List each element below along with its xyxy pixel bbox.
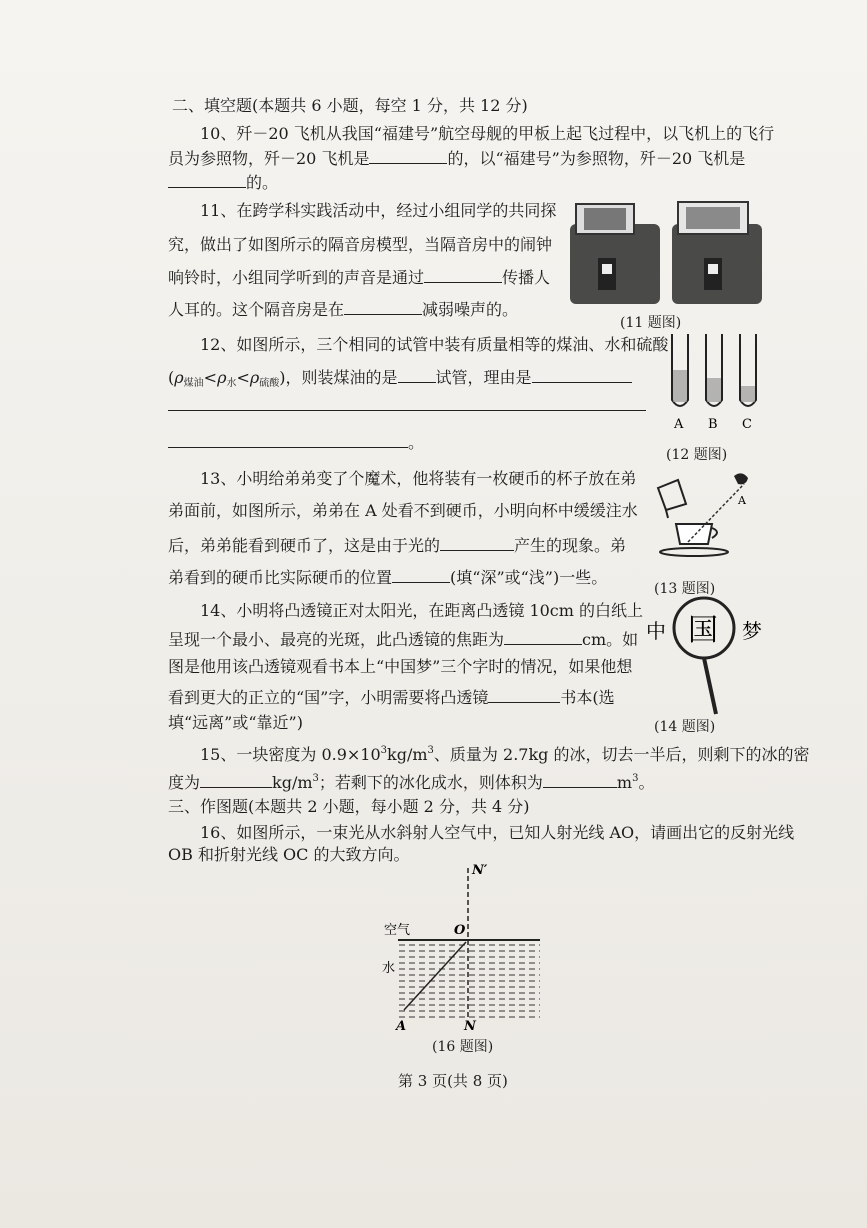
fig14-caption: (14 题图)	[654, 719, 716, 735]
label-n-prime: N′	[472, 863, 488, 878]
label-o: O	[454, 923, 466, 938]
fig11-caption: (11 题图)	[620, 315, 682, 331]
q10-blank1[interactable]	[369, 147, 447, 164]
section-2-heading: 二、填空题(本题共 6 小题，每空 1 分，共 12 分)	[172, 96, 528, 115]
q12-blank2[interactable]	[532, 366, 632, 383]
q15-blank1[interactable]	[200, 771, 272, 788]
q14-line2: 呈现一个最小、最亮的光斑，此凸透镜的焦距为 cm。如	[168, 630, 639, 649]
q13-blank2[interactable]	[392, 566, 450, 583]
section-3-heading: 三、作图题(本题共 2 小题，每小题 2 分，共 4 分)	[168, 797, 530, 816]
q12-line2: $(\rho_{煤油}<\rho_水<\rho_{硫酸})$，则装煤油的是 试管，理由是	[168, 366, 632, 395]
tube-label-c: C	[742, 417, 752, 432]
q12-line1: 12、如图所示，三个相同的试管中装有质量相等的煤油、水和硫酸	[200, 335, 669, 354]
q10-line1: 10、歼－20 飞机从我国“福建号”航空母舰的甲板上起飞过程中，以飞机上的飞行	[200, 124, 775, 143]
q13-line2: 弟面前，如图所示，弟弟在 A 处看不到硬币，小明向杯中缓缓注水	[168, 501, 638, 520]
q12-line4: 。	[168, 431, 424, 454]
fig11-soundproof-room-image	[562, 196, 770, 308]
fig13-caption: (13 题图)	[654, 581, 716, 597]
q11-line4: 人耳的。这个隔音房是在 减弱噪声的。	[168, 300, 519, 319]
char-meng: 梦	[742, 619, 762, 643]
q14-blank1[interactable]	[504, 628, 582, 645]
water-region	[398, 940, 540, 1018]
fig13-coin-cup-diagram	[650, 462, 770, 562]
q13-line4: 弟看到的硬币比实际硬币的位置 (填“深”或“浅”)一些。	[168, 568, 608, 587]
fig12-caption: (12 题图)	[666, 447, 728, 463]
q14-line1: 14、小明将凸透镜正对太阳光，在距离凸透镜 10cm 的白纸上	[200, 601, 644, 620]
char-zhong: 中	[646, 619, 666, 643]
char-guo: 国	[688, 613, 718, 648]
q10-line3: 的。	[168, 171, 278, 194]
q11-blank1[interactable]	[424, 266, 502, 283]
q15-blank2[interactable]	[543, 771, 617, 788]
label-a: A	[396, 1019, 407, 1034]
q16-line2: OB 和折射光线 OC 的大致方向。	[168, 845, 410, 864]
q13-blank1[interactable]	[440, 534, 514, 551]
q10-blank2[interactable]	[168, 171, 246, 188]
q14-line5: 填“远离”或“靠近”)	[168, 713, 303, 732]
label-air: 空气	[384, 923, 411, 938]
q13-line3: 后，弟弟能看到硬币了，这是由于光的 产生的现象。弟	[168, 536, 627, 555]
tube-label-a: A	[674, 417, 684, 432]
q14-blank2[interactable]	[488, 686, 560, 703]
page-number: 第 3 页(共 8 页)	[398, 1072, 508, 1090]
q10-line2: 员为参照物，歼－20 飞机是 的，以“福建号”为参照物，歼－20 飞机是	[168, 149, 746, 168]
q13-line1: 13、小明给弟弟变了个魔术，他将装有一枚硬币的杯子放在弟	[200, 469, 637, 488]
q12-answer-line1[interactable]	[168, 410, 646, 411]
fig12-test-tubes-diagram	[660, 332, 770, 432]
fig16-refraction-diagram	[378, 858, 558, 1038]
q15-line1: 15、一块密度为 $0.9\times 10^3kg/m^3$、质量为 2.7kg 的冰，切去一半后，则剩下的冰的密	[200, 745, 810, 764]
q15-line2: 度为 $kg/m^3$；若剩下的冰化成水，则体积为 $m^3$。	[168, 773, 655, 792]
q14-line3: 图是他用该凸透镜观看书本上“中国梦”三个字时的情况，如果他想	[168, 657, 633, 676]
q12-blank1[interactable]	[398, 366, 436, 383]
q11-line2: 究，做出了如图所示的隔音房模型，当隔音房中的闹钟	[168, 235, 553, 254]
q12-answer-line2[interactable]	[168, 431, 408, 448]
fig14-magnifier-diagram	[636, 594, 776, 718]
q11-line1: 11、在跨学科实践活动中，经过小组同学的共同探	[200, 201, 557, 220]
label-n: N	[464, 1019, 476, 1034]
q14-line4: 看到更大的正立的“国”字，小明需要将凸透镜 书本(选	[168, 688, 615, 707]
q11-blank2[interactable]	[344, 298, 422, 315]
label-water: 水	[382, 961, 396, 976]
tube-label-b: B	[708, 417, 718, 432]
q11-line3: 响铃时，小组同学听到的声音是通过 传播人	[168, 268, 551, 287]
fig16-caption: (16 题图)	[432, 1039, 494, 1055]
fig13-label-a: A	[738, 494, 746, 507]
q16-line1: 16、如图所示，一束光从水斜射人空气中，已知人射光线 AO，请画出它的反射光线	[200, 823, 795, 842]
